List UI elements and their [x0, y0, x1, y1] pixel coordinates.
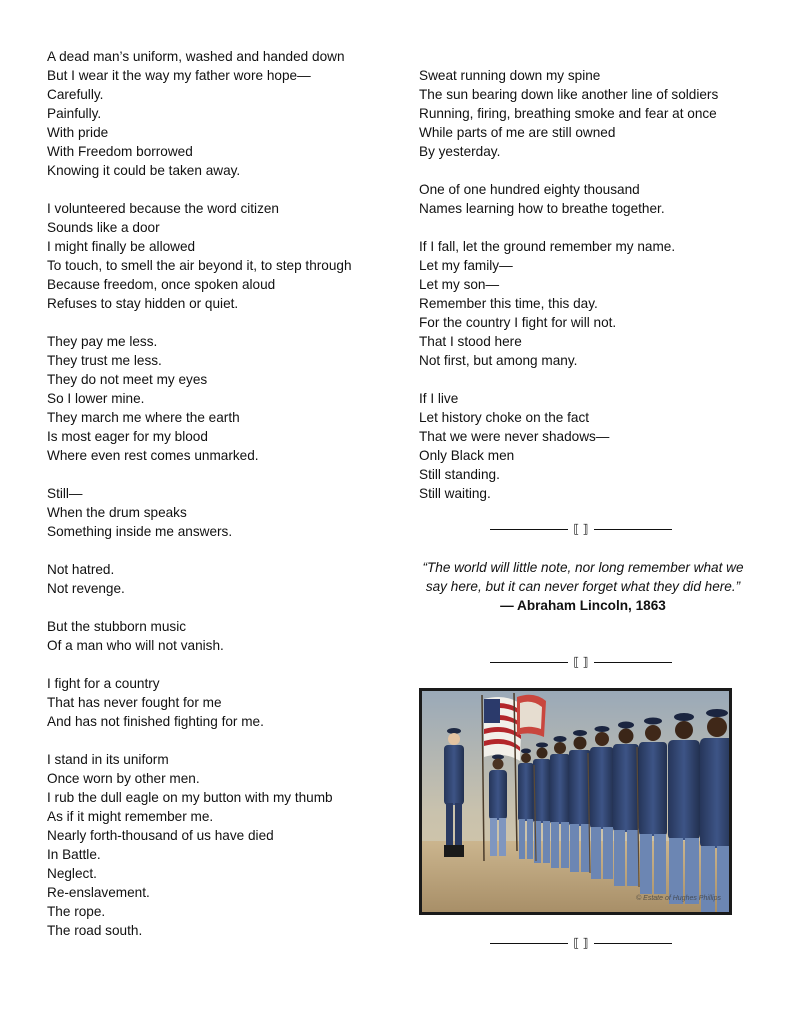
poem-line: But the stubborn music: [47, 619, 187, 634]
poem-line: By yesterday.: [419, 144, 501, 159]
divider-bracket-glyph: ⟦ ⟧: [573, 936, 589, 950]
poem-line: Not hatred.: [47, 562, 115, 577]
poem-stanza: [419, 389, 759, 503]
lincoln-quote: [416, 558, 750, 615]
poem-line: I rub the dull eagle on my button with my thumb: [47, 790, 333, 805]
divider-rule: [594, 662, 672, 663]
poem-line: With Freedom borrowed: [47, 144, 193, 159]
poem-left-column: [47, 47, 387, 959]
poem-line: Re-enslavement.: [47, 885, 150, 900]
poem-line: Let my family—: [419, 258, 513, 273]
poem-line: I fight for a country: [47, 676, 160, 691]
poem-line: Neglect.: [47, 866, 97, 881]
poem-line: If I fall, let the ground remember my name.: [419, 239, 676, 254]
poem-line: They trust me less.: [47, 353, 162, 368]
poem-line: While parts of me are still owned: [419, 125, 616, 140]
poem-stanza: [47, 332, 387, 465]
poem-line: Painfully.: [47, 106, 102, 121]
poem-line: Once worn by other men.: [47, 771, 200, 786]
section-divider: [490, 937, 672, 949]
poem-line: With pride: [47, 125, 109, 140]
poem-line: The rope.: [47, 904, 106, 919]
poem-line: And has not finished fighting for me.: [47, 714, 264, 729]
poem-line: Something inside me answers.: [47, 524, 233, 539]
poem-line: Is most eager for my blood: [47, 429, 208, 444]
painting-signature: © Estate of Hughes Phillips: [636, 895, 721, 902]
poem-line: They do not meet my eyes: [47, 372, 208, 387]
poem-line: Not revenge.: [47, 581, 125, 596]
poem-stanza: [419, 66, 759, 161]
quote-attribution: — Abraham Lincoln, 1863: [500, 598, 666, 613]
poem-stanza: [47, 560, 387, 598]
poem-line: I might finally be allowed: [47, 239, 196, 254]
divider-bracket-glyph: ⟦ ⟧: [573, 522, 589, 536]
poem-right-column: [419, 66, 759, 522]
divider-rule: [490, 529, 568, 530]
poem-line: Remember this time, this day.: [419, 296, 598, 311]
poem-line: Sweat running down my spine: [419, 68, 601, 83]
poem-line: As if it might remember me.: [47, 809, 214, 824]
poem-line: In Battle.: [47, 847, 101, 862]
quote-text: “The world will little note, nor long remember what we say here, but it can never forget what they did here.”: [422, 560, 744, 594]
poem-line: Carefully.: [47, 87, 104, 102]
poem-line: Sounds like a door: [47, 220, 160, 235]
poem-line: That we were never shadows—: [419, 429, 610, 444]
divider-rule: [594, 943, 672, 944]
poem-line: The road south.: [47, 923, 143, 938]
poem-line: Still waiting.: [419, 486, 491, 501]
poem-line: Still—: [47, 486, 83, 501]
poem-line: Refuses to stay hidden or quiet.: [47, 296, 239, 311]
poem-line: Of a man who will not vanish.: [47, 638, 224, 653]
divider-rule: [490, 662, 568, 663]
divider-rule: [490, 943, 568, 944]
poem-line: They march me where the earth: [47, 410, 240, 425]
section-divider: [490, 523, 672, 535]
poem-line: To touch, to smell the air beyond it, to step through: [47, 258, 352, 273]
poem-line: For the country I fight for will not.: [419, 315, 617, 330]
poem-stanza: [47, 750, 387, 940]
poem-line: When the drum speaks: [47, 505, 187, 520]
poem-stanza: [419, 180, 759, 218]
divider-rule: [594, 529, 672, 530]
poem-line: Still standing.: [419, 467, 500, 482]
poem-line: The sun bearing down like another line of soldiers: [419, 87, 719, 102]
civil-war-soldiers-painting: [419, 688, 732, 915]
painting-illustration: [422, 691, 729, 912]
poem-line: If I live: [419, 391, 459, 406]
poem-line: Let history choke on the fact: [419, 410, 590, 425]
poem-stanza: [47, 47, 387, 180]
divider-bracket-glyph: ⟦ ⟧: [573, 655, 589, 669]
poem-line: Knowing it could be taken away.: [47, 163, 241, 178]
poem-line: I volunteered because the word citizen: [47, 201, 279, 216]
poem-stanza: [47, 484, 387, 541]
section-divider: [490, 656, 672, 668]
poem-line: Not first, but among many.: [419, 353, 578, 368]
poem-stanza: [419, 237, 759, 370]
poem-line: Because freedom, once spoken aloud: [47, 277, 276, 292]
poem-line: So I lower mine.: [47, 391, 145, 406]
poem-stanza: [47, 674, 387, 731]
poem-stanza: [47, 199, 387, 313]
poem-line: I stand in its uniform: [47, 752, 169, 767]
poem-line: That has never fought for me: [47, 695, 222, 710]
poem-line: Running, firing, breathing smoke and fear at once: [419, 106, 717, 121]
poem-line: They pay me less.: [47, 334, 158, 349]
poem-line: Where even rest comes unmarked.: [47, 448, 259, 463]
poem-line: A dead man’s uniform, washed and handed down: [47, 49, 345, 64]
poem-stanza: [47, 617, 387, 655]
poem-line: Let my son—: [419, 277, 500, 292]
poem-line: Names learning how to breathe together.: [419, 201, 665, 216]
poem-line: One of one hundred eighty thousand: [419, 182, 640, 197]
poem-line: But I wear it the way my father wore hope—: [47, 68, 311, 83]
poem-line: That I stood here: [419, 334, 522, 349]
poem-line: Nearly forth-thousand of us have died: [47, 828, 274, 843]
poem-line: Only Black men: [419, 448, 515, 463]
